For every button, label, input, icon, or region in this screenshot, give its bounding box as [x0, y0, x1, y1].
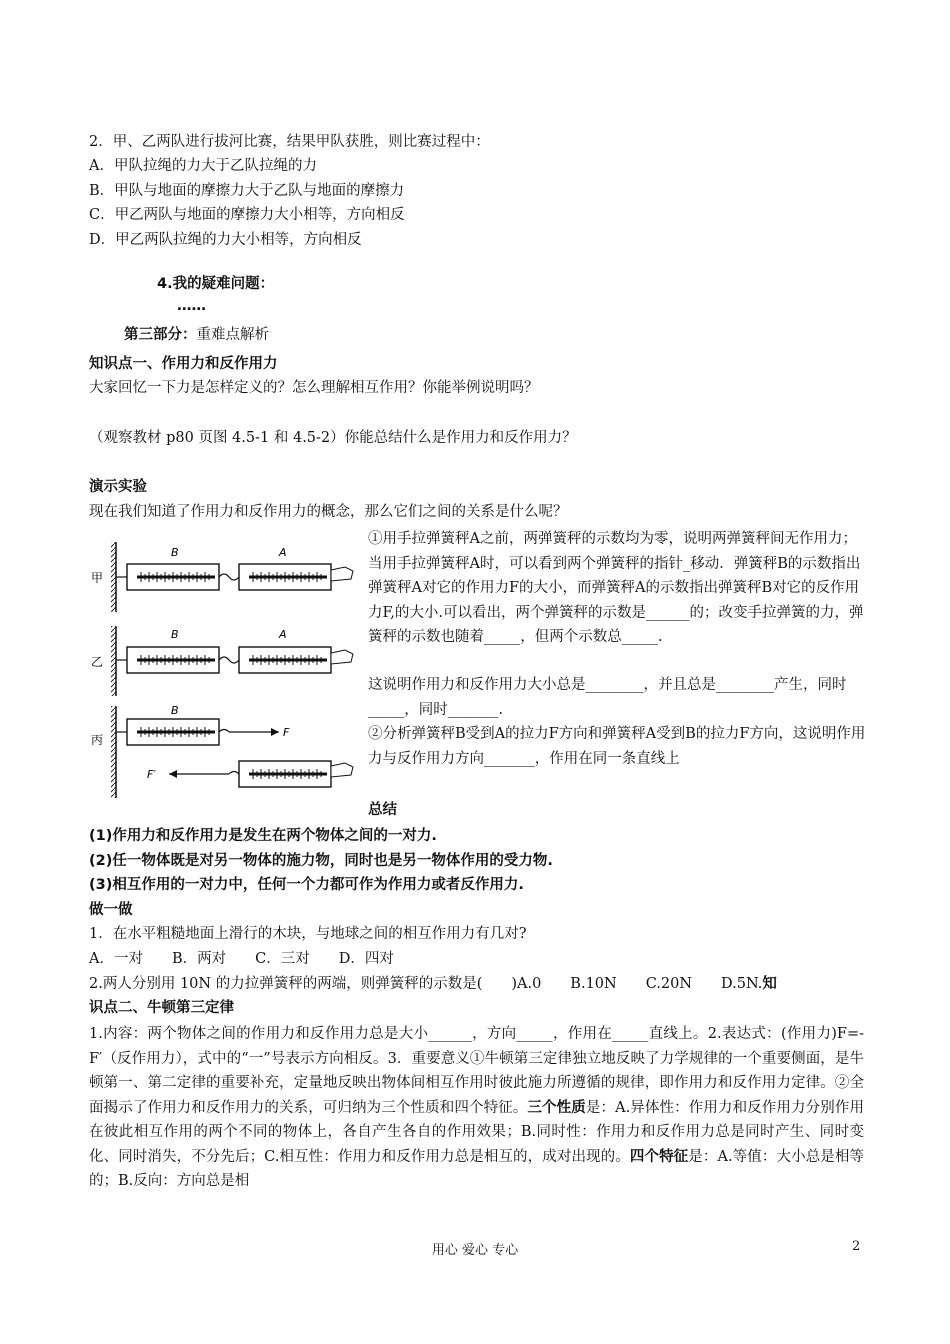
kp2-four-features-label: 四个特征	[629, 1148, 689, 1165]
page-number: 2	[852, 1239, 861, 1254]
kp2-body	[89, 1022, 864, 1194]
figure-row-label-jia: 甲	[91, 571, 104, 585]
summary-heading: 总结	[368, 802, 397, 818]
question-2-option-c: C．甲乙两队与地面的摩擦力大小相等，方向相反	[89, 207, 405, 223]
demo-paragraph-3: ②分析弹簧秤B受到A的拉力F方向和弹簧秤A受到B的拉力F方向，这说明作用力与反作用力方向_______，作用在同一条直线上	[368, 726, 866, 767]
figure-row-label-bing: 丙	[91, 733, 104, 747]
question-2-stem: 2．甲、乙两队进行拔河比赛，结果甲队获胜，则比赛过程中：	[89, 134, 490, 150]
figure-force-f: F	[283, 726, 290, 739]
summary-item-1: (1)作用力和反作用力是发生在两个物体之间的一对力.	[89, 828, 437, 844]
question-2-option-d: D．甲乙两队拉绳的力大小相等，方向相反	[89, 232, 362, 248]
practice-question-1: 1．在水平粗糙地面上滑行的木块，与地球之间的相互作用力有几对?	[89, 926, 527, 942]
figure-scale-a-label-1: A	[279, 546, 287, 559]
practice-heading: 做一做	[89, 902, 133, 918]
practice-question-2-text: 2.两人分别用 10N 的力拉弹簧秤的两端，则弹簧秤的示数是( )A.0 B.10N C.20N D.5N.	[89, 976, 763, 992]
practice-question-1-options: A．一对 B．两对 C．三对 D．四对	[89, 951, 394, 967]
difficulty-heading: 4.我的疑难问题：	[157, 276, 275, 292]
demo-paragraph-2: 这说明作用力和反作用力大小总是________，并且总是________产生，同时_____，同时_______.	[368, 677, 847, 718]
difficulty-ellipsis: ……	[177, 298, 206, 314]
question-2-option-a: A．甲队拉绳的力大于乙队拉绳的力	[89, 158, 317, 174]
demo-intro: 现在我们知道了作用力和反作用力的概念，那么它们之间的关系是什么呢？	[89, 504, 568, 520]
figure-scale-a-label-2: A	[279, 628, 287, 641]
kp2-text-3: 是：A.等值：大小总是相等的；B.反向：方向总是相	[89, 1148, 865, 1189]
demo-heading: 演示实验	[89, 479, 147, 495]
part3-title	[124, 325, 269, 345]
kp1-question-2: （观察教材 p80 页图 4.5-1 和 4.5-2）你能总结什么是作用力和反作用力？	[89, 430, 577, 446]
kp1-heading: 知识点一、作用力和反作用力	[89, 356, 278, 372]
demo-paragraph-1: ①用手拉弹簧秤A之前，两弹簧秤的示数均为零，说明两弹簧秤间无作用力；当用手拉弹簧秤A时，可以看到两个弹簧秤的指针_移动．弹簧秤B的示数指出弹簧秤A对它的作用力F的大小，而弹簧秤A的示数指出弹簧秤B对它的反作用力F,的大小.可以看出，两个弹簧秤的示数是______的；改变手拉弹簧的力，弹簧秤的示数也随着_____，但两个示数总_____.	[368, 531, 864, 645]
figure-scale-b-label-1: B	[171, 546, 179, 559]
part3-label: 第三部分：	[124, 327, 197, 343]
question-2-option-b: B．甲队与地面的摩擦力大于乙队与地面的摩擦力	[89, 183, 405, 199]
practice-question-2	[89, 974, 777, 994]
figure-scale-b-label-2: B	[171, 628, 179, 641]
spring-scale-figure	[89, 534, 361, 800]
kp2-heading-start: 知	[762, 976, 777, 992]
summary-item-3: (3)相互作用的一对力中，任何一个力都可作为作用力或者反作用力.	[89, 877, 524, 893]
kp1-question-1: 大家回忆一下力是怎样定义的？怎么理解相互作用？你能举例说明吗？	[89, 380, 539, 396]
kp2-three-properties-label: 三个性质	[527, 1099, 586, 1116]
figure-scale-b-label-3: B	[171, 704, 179, 717]
kp2-text-2: 是：A.异体性：作用力和反作用力分别作用在彼此相互作用的两个不同的物体上，各自产生各自的作用效果；B.同时性：作用力和反作用力总是同时产生、同时变化、同时消失，不分先后；C.相互性：作用力和反作用力总是相互的，成对出现的。	[89, 1099, 864, 1165]
footer-motto: 用心 爱心 专心	[431, 1243, 519, 1258]
figure-force-f-prime: F′	[147, 768, 156, 781]
part3-title-text: 重难点解析	[196, 327, 269, 343]
figure-row-label-yi: 乙	[91, 655, 104, 669]
kp2-heading: 识点二、牛顿第三定律	[89, 1000, 234, 1016]
kp2-text-1: 1.内容：两个物体之间的作用力和反作用力总是大小______，方向_____，作用在_____直线上。2.表达式：(作用力)F=- F′（反作用力），式中的“一”号表示方向相反。3．重要意义①牛顿第三定律独立地反映了力学规律的一个重要侧面，是牛顿第一、第二定律的重要补充，定量地反映出物体间相互作用时彼此施力所遵循的规律，即作用力和反作用力定律。②全面揭示了作用力和反作用力的关系，可归纳为三个性质和四个特征。	[89, 1026, 864, 1116]
summary-item-2: (2)任一物体既是对另一物体的施力物，同时也是另一物体作用的受力物.	[89, 853, 553, 869]
